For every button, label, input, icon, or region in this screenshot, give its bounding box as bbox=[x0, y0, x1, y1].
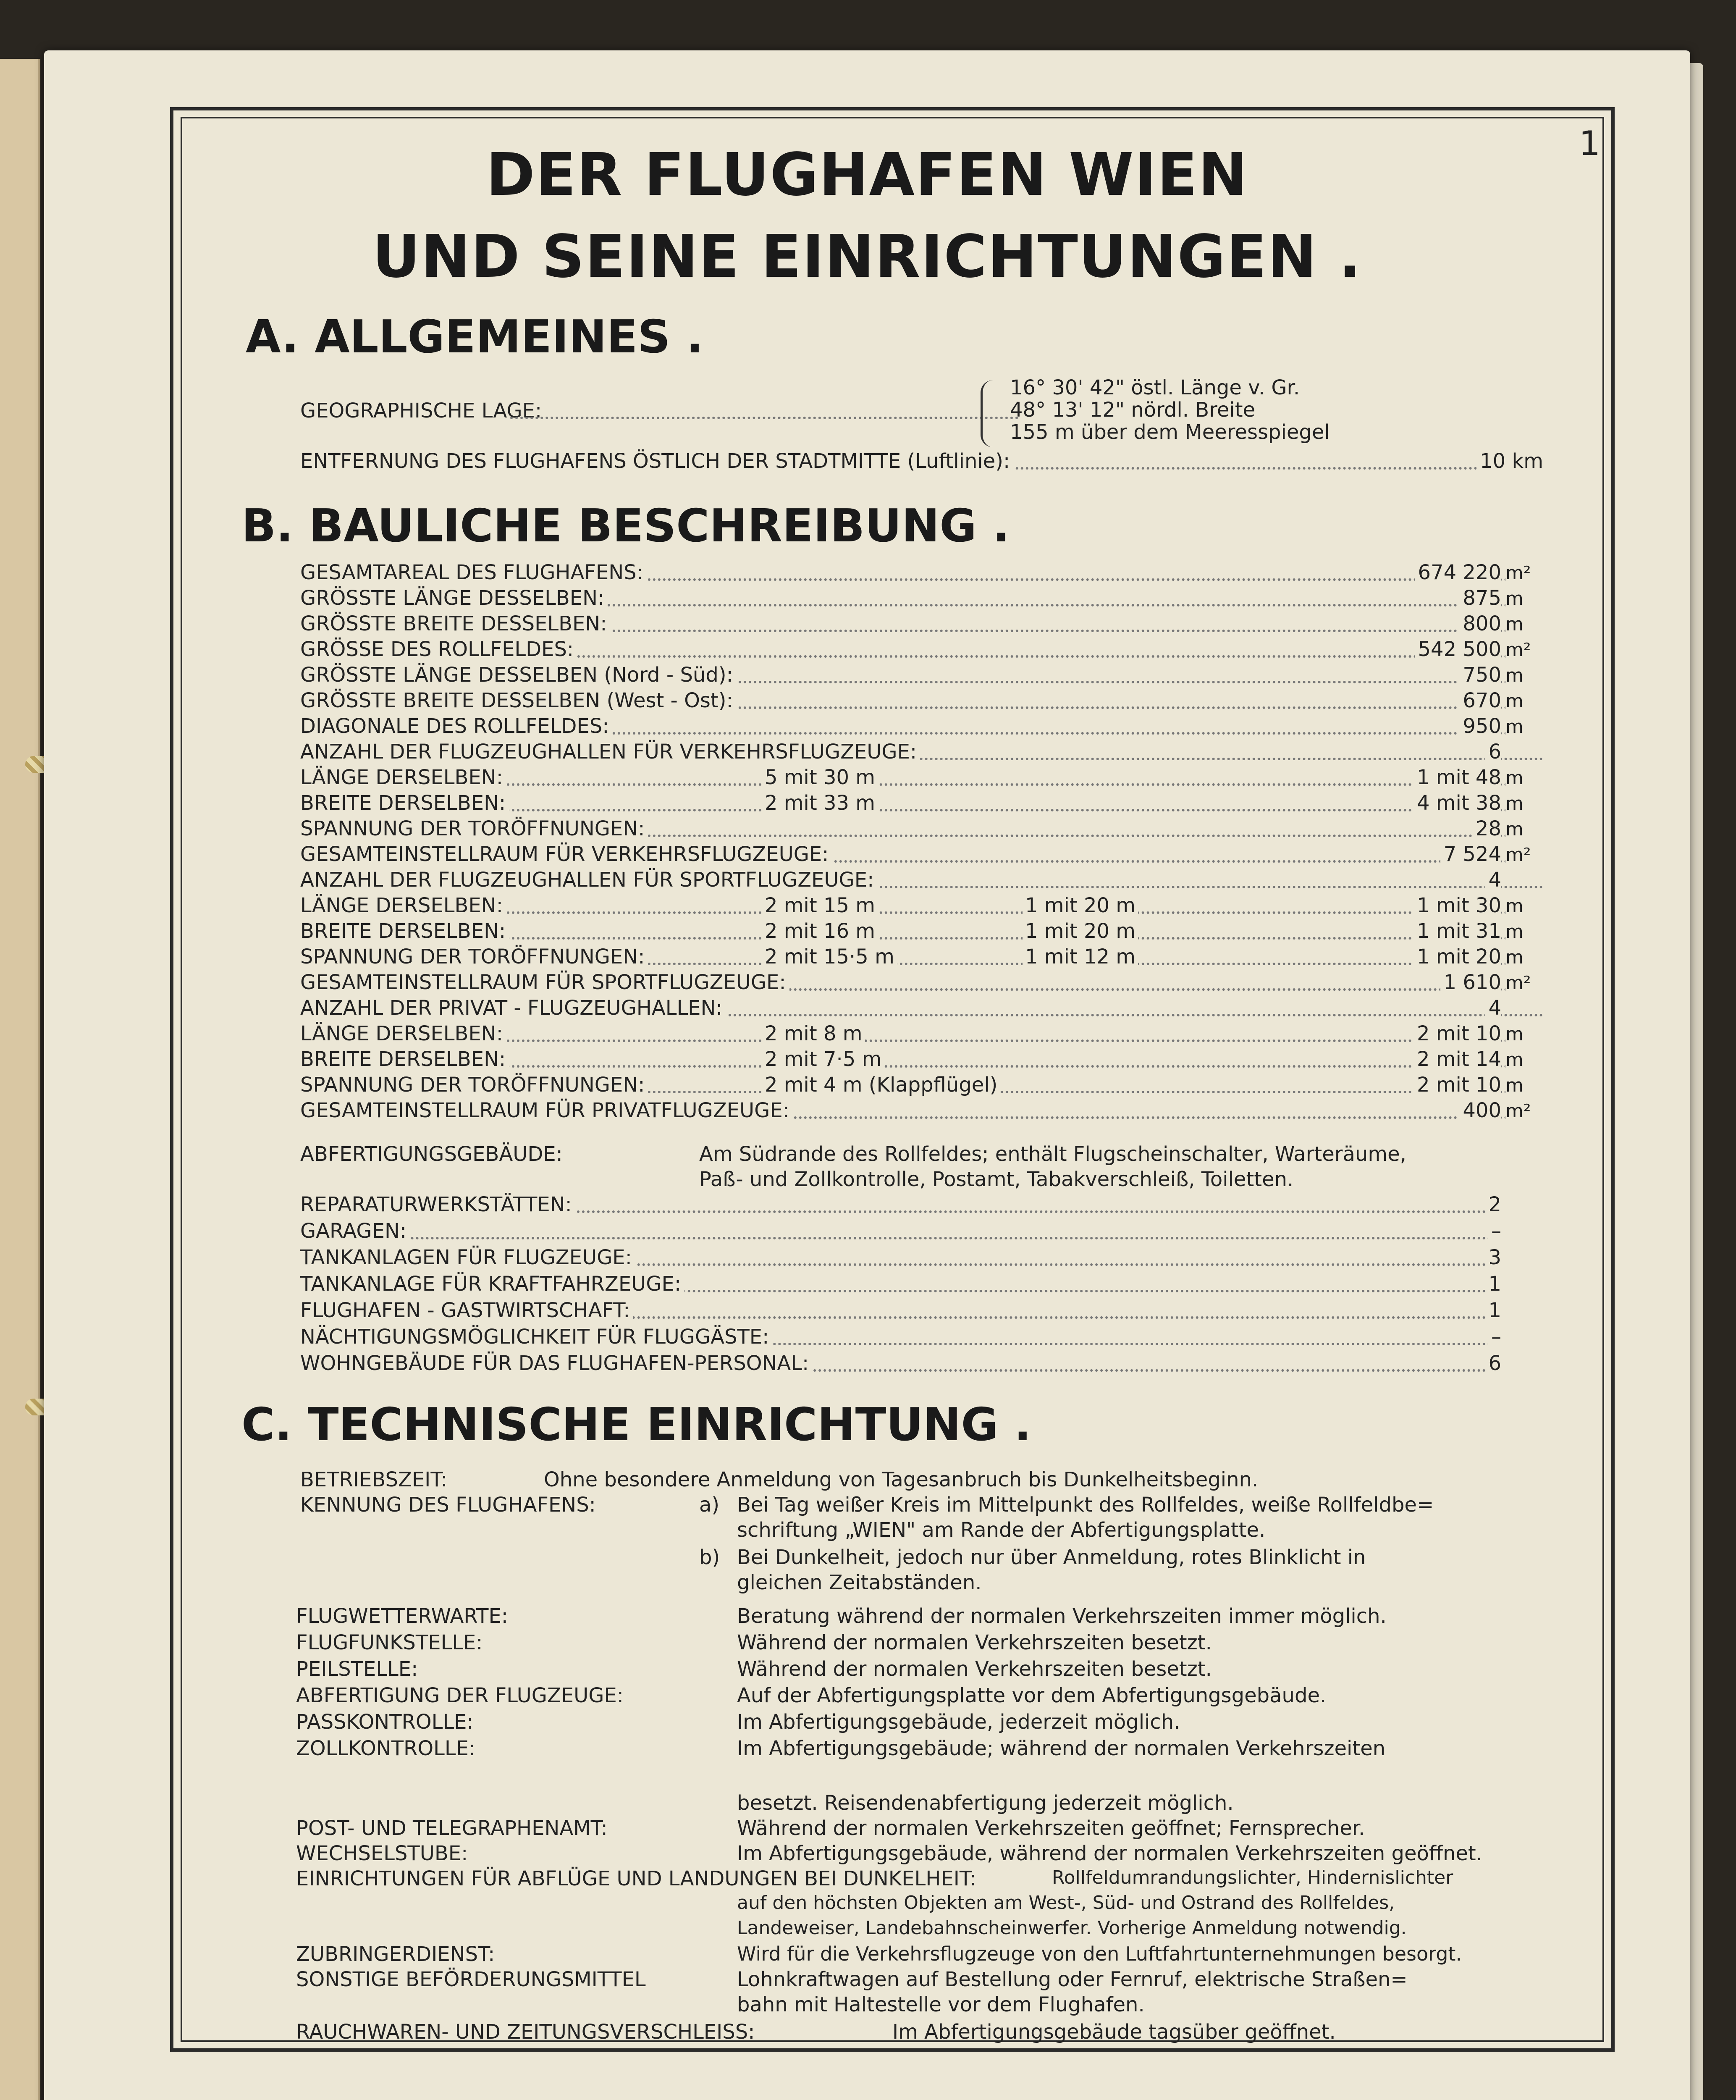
rauch-text: Im Abfertigungsgebäude tagsüber geöffnet. bbox=[892, 2020, 1336, 2044]
tech-item-label: PASSKONTROLLE: bbox=[296, 1710, 474, 1734]
zoll-line-2: besetzt. Reisendenabfertigung jederzeit möglich. bbox=[737, 1791, 1234, 1815]
title-line-2: UND SEINE EINRICHTUNGEN . bbox=[372, 223, 1362, 291]
item-value: 1 610 bbox=[1440, 971, 1501, 994]
item-value: 4 bbox=[1485, 868, 1501, 892]
bauliche-row bbox=[300, 971, 1543, 996]
bauliche-row bbox=[300, 1073, 1543, 1098]
item-unit: m bbox=[1505, 895, 1543, 917]
bauliche2-row bbox=[300, 1246, 1501, 1271]
distance-value: 10 km bbox=[1476, 449, 1543, 473]
item-label: GRÖSSE DES ROLLFELDES: bbox=[300, 638, 577, 661]
kennung-a-marker: a) bbox=[699, 1493, 720, 1517]
kennung-a-line-2: schriftung „WIEN" am Rande der Abfertigungsplatte. bbox=[737, 1518, 1266, 1542]
post-label: POST- UND TELEGRAPHENAMT: bbox=[296, 1816, 608, 1840]
bauliche-row bbox=[300, 843, 1543, 868]
item-label: SPANNUNG DER TORÖFFNUNGEN: bbox=[300, 945, 648, 969]
bauliche-row bbox=[300, 612, 1543, 637]
distance-row bbox=[300, 449, 1543, 475]
item-unit: m bbox=[1505, 921, 1543, 942]
title-line-1: DER FLUGHAFEN WIEN bbox=[486, 141, 1248, 209]
item-value: 7 524 bbox=[1440, 843, 1501, 866]
tech-item-label: ABFERTIGUNG DER FLUGZEUGE: bbox=[296, 1684, 624, 1707]
item-value: 875 bbox=[1459, 586, 1501, 610]
item-label: GRÖSSTE BREITE DESSELBEN (West - Ost): bbox=[300, 689, 737, 712]
item-unit: m² bbox=[1505, 1100, 1543, 1122]
item-label: WOHNGEBÄUDE FÜR DAS FLUGHAFEN-PERSONAL: bbox=[300, 1352, 812, 1375]
sonstige-line-1: Lohnkraftwagen auf Bestellung oder Fernruf, elektrische Straßen= bbox=[737, 1968, 1408, 1991]
item-value: 2 mit 10 bbox=[1413, 1022, 1501, 1045]
item-mid-value-2: 1 mit 20 m bbox=[1023, 894, 1138, 917]
bauliche-row bbox=[300, 868, 1543, 893]
nacht-line-2: auf den höchsten Objekten am West-, Süd- und Ostrand des Rollfeldes, bbox=[737, 1892, 1395, 1914]
item-label: BREITE DERSELBEN: bbox=[300, 791, 509, 815]
item-value: 28 bbox=[1472, 817, 1501, 840]
item-mid-value-1: 5 mit 30 m bbox=[762, 766, 878, 789]
item-value: 670 bbox=[1459, 689, 1501, 712]
item-value: 750 bbox=[1459, 663, 1501, 687]
zubringer-label: ZUBRINGERDIENST: bbox=[296, 1942, 495, 1966]
item-unit: m bbox=[1505, 665, 1543, 686]
abfertigung-line-2: Paß- und Zollkontrolle, Postamt, Tabakverschleiß, Toiletten. bbox=[699, 1168, 1294, 1191]
item-value: – bbox=[1488, 1219, 1501, 1243]
item-label: TANKANLAGEN FÜR FLUGZEUGE: bbox=[300, 1246, 635, 1269]
item-value: 674 220 bbox=[1415, 561, 1502, 584]
item-value: 400 bbox=[1459, 1099, 1501, 1122]
tech-item-text: Beratung während der normalen Verkehrszeiten immer möglich. bbox=[737, 1604, 1387, 1628]
item-unit: m bbox=[1505, 793, 1543, 814]
item-unit: m bbox=[1505, 588, 1543, 609]
item-label: GESAMTAREAL DES FLUGHAFENS: bbox=[300, 561, 647, 584]
item-unit: m bbox=[1505, 1075, 1543, 1096]
item-label: ANZAHL DER PRIVAT - FLUGZEUGHALLEN: bbox=[300, 996, 726, 1020]
item-unit: m² bbox=[1505, 639, 1543, 661]
nacht-label: EINRICHTUNGEN FÜR ABFLÜGE UND LANDUNGEN BEI DUNKELHEIT: bbox=[296, 1867, 977, 1890]
rauch-label: RAUCHWAREN- UND ZEITUNGSVERSCHLEISS: bbox=[296, 2020, 755, 2044]
kennung-a-line-1: Bei Tag weißer Kreis im Mittelpunkt des Rollfeldes, weiße Rollfeldbe= bbox=[737, 1493, 1434, 1517]
item-label: LÄNGE DERSELBEN: bbox=[300, 894, 506, 917]
item-value: 542 500 bbox=[1415, 638, 1502, 661]
bauliche-row bbox=[300, 714, 1543, 740]
sonstige-label: SONSTIGE BEFÖRDERUNGSMITTEL bbox=[296, 1968, 646, 1991]
item-label: GESAMTEINSTELLRAUM FÜR VERKEHRSFLUGZEUGE: bbox=[300, 843, 832, 866]
item-value: 1 bbox=[1485, 1272, 1501, 1296]
tech-item-label: ZOLLKONTROLLE: bbox=[296, 1737, 476, 1760]
betriebszeit-label: BETRIEBSZEIT: bbox=[300, 1468, 448, 1491]
kennung-b-line-1: Bei Dunkelheit, jedoch nur über Anmeldung, rotes Blinklicht in bbox=[737, 1546, 1366, 1569]
item-value: 2 mit 10 bbox=[1413, 1073, 1501, 1097]
bauliche-row bbox=[300, 894, 1543, 919]
item-unit: m bbox=[1505, 1024, 1543, 1045]
binding-strip bbox=[0, 59, 40, 2100]
nacht-line-1: Rollfeldumrandungslichter, Hindernislichter bbox=[1052, 1867, 1453, 1888]
item-mid-value-2: 1 mit 20 m bbox=[1023, 919, 1138, 943]
item-label: GRÖSSTE BREITE DESSELBEN: bbox=[300, 612, 610, 635]
item-value: 800 bbox=[1459, 612, 1501, 635]
tech-item-text: Im Abfertigungsgebäude, jederzeit möglich. bbox=[737, 1710, 1180, 1734]
item-label: GARAGEN: bbox=[300, 1219, 410, 1243]
item-label: BREITE DERSELBEN: bbox=[300, 1047, 509, 1071]
tech-item-text: Auf der Abfertigungsplatte vor dem Abfertigungsgebäude. bbox=[737, 1684, 1327, 1707]
item-mid-value-1: 2 mit 15·5 m bbox=[762, 945, 897, 969]
item-value: 4 mit 38 bbox=[1413, 791, 1501, 815]
bauliche-row bbox=[300, 791, 1543, 816]
bauliche-row bbox=[300, 1099, 1543, 1124]
tech-item-text: Im Abfertigungsgebäude; während der normalen Verkehrszeiten bbox=[737, 1737, 1386, 1760]
bauliche2-row bbox=[300, 1299, 1501, 1324]
bauliche-row bbox=[300, 638, 1543, 663]
kennung-b-marker: b) bbox=[699, 1546, 720, 1569]
item-mid-value-1: 2 mit 33 m bbox=[762, 791, 878, 815]
kennung-b-line-2: gleichen Zeitabständen. bbox=[737, 1571, 982, 1594]
page-number: 1 bbox=[1579, 124, 1600, 163]
bauliche-row bbox=[300, 919, 1543, 945]
bauliche-row bbox=[300, 663, 1543, 688]
bauliche2-row bbox=[300, 1272, 1501, 1297]
bauliche-row bbox=[300, 945, 1543, 970]
item-value: 1 bbox=[1485, 1299, 1501, 1322]
item-mid-value-1: 2 mit 7·5 m bbox=[762, 1047, 884, 1071]
tech-item-text: Während der normalen Verkehrszeiten besetzt. bbox=[737, 1657, 1212, 1681]
section-a-heading: A. ALLGEMEINES . bbox=[246, 311, 703, 363]
geo-line-3: 155 m über dem Meeresspiegel bbox=[1010, 420, 1330, 444]
item-mid-value-1: 2 mit 4 m (Klappflügel) bbox=[762, 1073, 1000, 1097]
item-mid-value-1: 2 mit 15 m bbox=[762, 894, 878, 917]
abfertigung-line-1: Am Südrande des Rollfeldes; enthält Flugscheinschalter, Warteräume, bbox=[699, 1142, 1406, 1166]
item-label: ANZAHL DER FLUGZEUGHALLEN FÜR SPORTFLUGZEUGE: bbox=[300, 868, 877, 892]
betriebszeit-text: Ohne besondere Anmeldung von Tagesanbruch bis Dunkelheitsbeginn. bbox=[544, 1468, 1259, 1491]
bauliche-row bbox=[300, 740, 1543, 765]
section-b-heading: B. BAULICHE BESCHREIBUNG . bbox=[241, 500, 1010, 552]
item-value: 1 mit 30 bbox=[1413, 894, 1501, 917]
bauliche2-row bbox=[300, 1193, 1501, 1218]
wechsel-label: WECHSELSTUBE: bbox=[296, 1842, 468, 1865]
bauliche-row bbox=[300, 996, 1543, 1021]
section-c-heading: C. TECHNISCHE EINRICHTUNG . bbox=[241, 1399, 1031, 1451]
bauliche2-row bbox=[300, 1219, 1501, 1244]
wechsel-text: Im Abfertigungsgebäude, während der normalen Verkehrszeiten geöffnet. bbox=[737, 1842, 1482, 1865]
tech-item-text: Während der normalen Verkehrszeiten besetzt. bbox=[737, 1631, 1212, 1654]
item-label: DIAGONALE DES ROLLFELDES: bbox=[300, 714, 612, 738]
item-value: 950 bbox=[1459, 714, 1501, 738]
item-value: 6 bbox=[1485, 740, 1501, 764]
geo-line-1: 16° 30' 42" östl. Länge v. Gr. bbox=[1010, 376, 1300, 399]
item-unit: m bbox=[1505, 819, 1543, 840]
bauliche-row bbox=[300, 817, 1543, 842]
post-text: Während der normalen Verkehrszeiten geöffnet; Fernsprecher. bbox=[737, 1816, 1365, 1840]
distance-label: ENTFERNUNG DES FLUGHAFENS ÖSTLICH DER STADTMITTE (Luftlinie): bbox=[300, 449, 1013, 473]
geo-leader bbox=[510, 417, 1018, 419]
item-label: FLUGHAFEN - GASTWIRTSCHAFT: bbox=[300, 1299, 633, 1322]
item-unit: m² bbox=[1505, 972, 1543, 994]
item-label: LÄNGE DERSELBEN: bbox=[300, 1022, 506, 1045]
item-label: TANKANLAGE FÜR KRAFTFAHRZEUGE: bbox=[300, 1272, 684, 1296]
tech-item-label: FLUGFUNKSTELLE: bbox=[296, 1631, 483, 1654]
item-label: BREITE DERSELBEN: bbox=[300, 919, 509, 943]
item-value: – bbox=[1488, 1325, 1501, 1349]
bauliche2-row bbox=[300, 1352, 1501, 1377]
tech-item-label: PEILSTELLE: bbox=[296, 1657, 418, 1681]
item-unit: m bbox=[1505, 690, 1543, 712]
item-value: 2 mit 14 bbox=[1413, 1047, 1501, 1071]
item-label: SPANNUNG DER TORÖFFNUNGEN: bbox=[300, 817, 648, 840]
item-label: ANZAHL DER FLUGZEUGHALLEN FÜR VERKEHRSFLUGZEUGE: bbox=[300, 740, 920, 764]
item-value: 6 bbox=[1485, 1352, 1501, 1375]
geo-label: GEOGRAPHISCHE LAGE: bbox=[300, 399, 542, 423]
geo-brace bbox=[981, 380, 995, 447]
item-value: 4 bbox=[1485, 996, 1501, 1020]
kennung-label: KENNUNG DES FLUGHAFENS: bbox=[300, 1493, 596, 1517]
document-page bbox=[44, 50, 1690, 2100]
item-label: REPARATURWERKSTÄTTEN: bbox=[300, 1193, 575, 1216]
item-value: 1 mit 48 bbox=[1413, 766, 1501, 789]
nacht-line-3: Landeweiser, Landebahnscheinwerfer. Vorherige Anmeldung notwendig. bbox=[737, 1917, 1407, 1939]
geo-line-2: 48° 13' 12" nördl. Breite bbox=[1010, 398, 1256, 422]
item-value: 3 bbox=[1485, 1246, 1501, 1269]
page-edge bbox=[1688, 63, 1703, 2100]
item-label: GRÖSSTE LÄNGE DESSELBEN (Nord - Süd): bbox=[300, 663, 737, 687]
tech-item-label: FLUGWETTERWARTE: bbox=[296, 1604, 508, 1628]
zubringer-text: Wird für die Verkehrsflugzeuge von den Luftfahrtunternehmungen besorgt. bbox=[737, 1942, 1462, 1965]
item-unit: m bbox=[1505, 614, 1543, 635]
item-unit: m² bbox=[1505, 562, 1543, 584]
item-value: 2 bbox=[1485, 1193, 1501, 1216]
bauliche-row bbox=[300, 766, 1543, 791]
sonstige-line-2: bahn mit Haltestelle vor dem Flughafen. bbox=[737, 1993, 1145, 2016]
item-label: LÄNGE DERSELBEN: bbox=[300, 766, 506, 789]
item-value: 1 mit 20 bbox=[1413, 945, 1501, 969]
bauliche-row bbox=[300, 1022, 1543, 1047]
item-unit: m bbox=[1505, 947, 1543, 968]
item-unit: m bbox=[1505, 767, 1543, 789]
bauliche2-row bbox=[300, 1325, 1501, 1350]
item-label: SPANNUNG DER TORÖFFNUNGEN: bbox=[300, 1073, 648, 1097]
item-value: 1 mit 31 bbox=[1413, 919, 1501, 943]
item-label: GESAMTEINSTELLRAUM FÜR PRIVATFLUGZEUGE: bbox=[300, 1099, 793, 1122]
item-mid-value-2: 1 mit 12 m bbox=[1023, 945, 1138, 969]
bauliche-row bbox=[300, 689, 1543, 714]
abfertigung-label: ABFERTIGUNGSGEBÄUDE: bbox=[300, 1142, 563, 1166]
item-unit: m bbox=[1505, 716, 1543, 738]
item-unit: m² bbox=[1505, 844, 1543, 866]
item-label: GRÖSSTE LÄNGE DESSELBEN: bbox=[300, 586, 608, 610]
bauliche-row bbox=[300, 561, 1543, 586]
item-label: NÄCHTIGUNGSMÖGLICHKEIT FÜR FLUGGÄSTE: bbox=[300, 1325, 772, 1349]
item-mid-value-1: 2 mit 8 m bbox=[762, 1022, 865, 1045]
item-unit: m bbox=[1505, 1049, 1543, 1071]
bauliche-row bbox=[300, 586, 1543, 612]
bauliche-row bbox=[300, 1047, 1543, 1073]
item-label: GESAMTEINSTELLRAUM FÜR SPORTFLUGZEUGE: bbox=[300, 971, 789, 994]
item-mid-value-1: 2 mit 16 m bbox=[762, 919, 878, 943]
